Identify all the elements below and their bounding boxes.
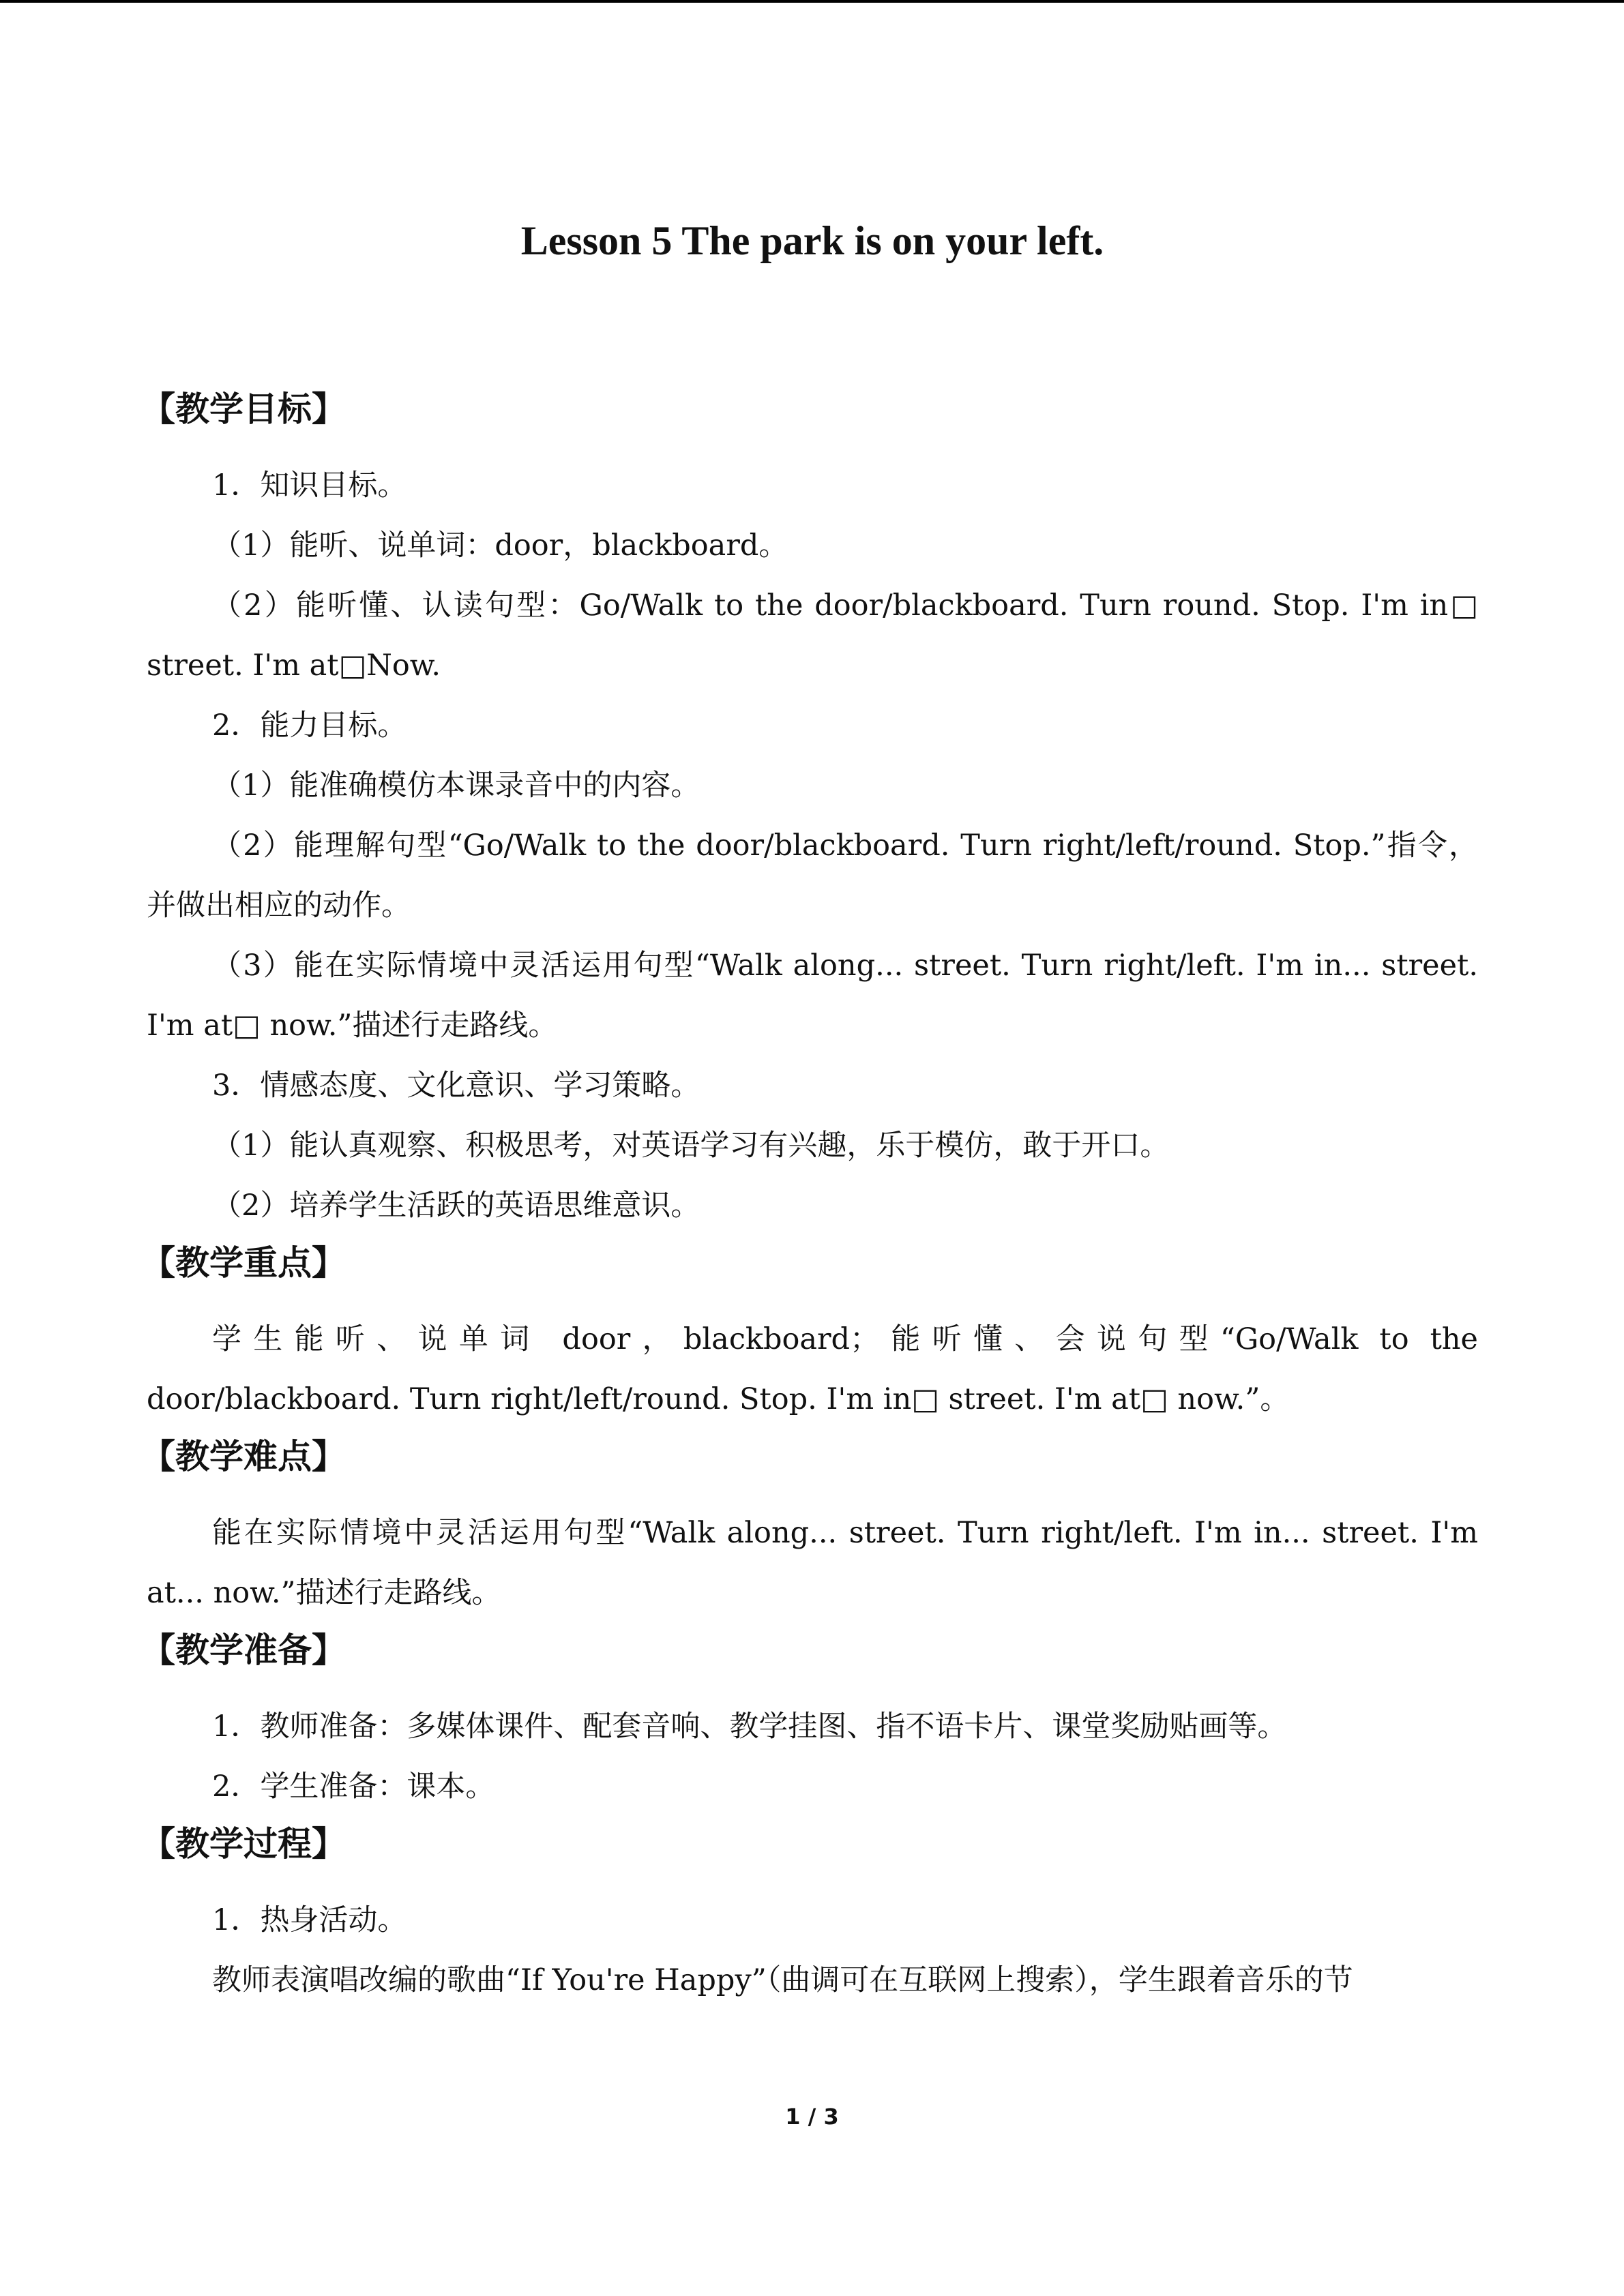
paragraph: 能在实际情境中灵活运用句型“Walk along... street. Turn right/left. I'm in... street. I'm at... now.”描述行走路线。 [147,1516,1478,1610]
paragraph: 2．学生准备：课本。 [212,1770,495,1804]
section-heading-preparation: 【教学准备】 [141,1630,346,1670]
document-title: Lesson 5 The park is on your left. [520,218,1104,263]
paragraph: （2）能理解句型“Go/Walk to the door/blackboard. Turn right/left/round. Stop.”指令，并做出相应的动作。 [147,829,1478,923]
paragraph: （2）培养学生活跃的英语思维意识。 [212,1189,700,1223]
paragraph: 1．教师准备：多媒体课件、配套音响、教学挂图、指不语卡片、课堂奖励贴画等。 [212,1710,1287,1744]
top-border-line [0,0,1624,3]
paragraph: 1．知识目标。 [212,468,407,503]
section-heading-process: 【教学过程】 [141,1824,346,1864]
section-heading-objectives: 【教学目标】 [141,389,346,429]
section-heading-difficulties: 【教学难点】 [141,1437,346,1476]
section-heading-key-points: 【教学重点】 [141,1243,346,1283]
page-number: 1 / 3 [785,2104,839,2130]
paragraph: 3．情感态度、文化意识、学习策略。 [212,1069,700,1103]
paragraph: 教师表演唱改编的歌曲“If You're Happy”（曲调可在互联网上搜索），学生跟着音乐的节 [212,1963,1353,1997]
paragraph: （1）能准确模仿本课录音中的内容。 [212,769,700,803]
document-body [141,382,1478,2010]
paragraph: 1．热身活动。 [212,1903,407,1937]
paragraph: 学生能听、说单词 door，blackboard；能听懂、会说句型“Go/Walk to the door/blackboard. Turn right/left/round. Stop. I'm in□ street. I'm at□ now.”。 [147,1322,1478,1416]
paragraph: 2．能力目标。 [212,709,407,743]
paragraph: （1）能听、说单词：door，blackboard。 [212,528,788,563]
paragraph: （1）能认真观察、积极思考，对英语学习有兴趣，乐于模仿，敢于开口。 [212,1129,1170,1163]
paragraph: （3）能在实际情境中灵活运用句型“Walk along... street. Turn right/left. I'm in... street. I'm at□ now.”描述行走路线。 [147,949,1478,1043]
paragraph: （2）能听懂、认读句型：Go/Walk to the door/blackboard. Turn round. Stop. I'm in□ street. I'm at□Now. [147,588,1478,683]
